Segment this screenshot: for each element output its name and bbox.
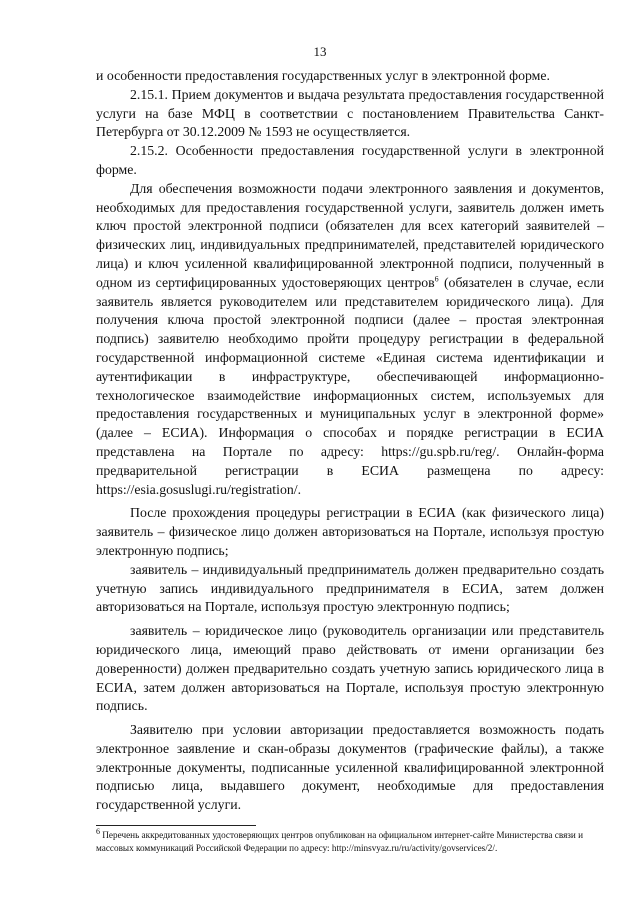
footnote-text bbox=[96, 826, 596, 854]
paragraph-signature-part-2: (обязателен в случае, если заявитель является руководителем или представителем юридического лица). Для получения ключа простой электронной подписи (далее – простая электронная подпись) заявителю необходимо пройти процедуру регистрации в федеральной государственной информационной системе «Единая система идентификации и аутентификации в инфраструктуре, обеспечивающей информационно-технологическое взаимодействие информационных систем, используемых для предоставления государственных и муниципальных услуг в электронной форме» (далее – ЕСИА). Информация о способах и порядке регистрации в ЕСИА представлена на Портале по адресу: https://gu.spb.ru/reg/. Онлайн-форма предварительной регистрации в ЕСИА размещена по адресу: https://esia.gosuslugi.ru/registration/. bbox=[96, 274, 605, 497]
footnote-divider bbox=[96, 825, 256, 826]
paragraph-2-15-2: 2.15.2. Особенности предоставления государственной услуги в электронной форме. bbox=[96, 143, 604, 177]
footnote-body: Перечень аккредитованных удостоверяющих центров опубликован на официальном интернет-сайте Министерства связи и массовых коммуникаций Российской Федерации по адресу: http://minsvyaz.ru/ru/activity/govservices/2/. bbox=[96, 830, 584, 853]
page-number: 13 bbox=[313, 44, 327, 59]
body-text bbox=[96, 67, 604, 815]
paragraph-2-15-1: 2.15.1. Прием документов и выдача результата предоставления государственной услуги на базе МФЦ в соответствии с постановлением Правительства Санкт-Петербурга от 30.12.2009 № 1593 не осуществляется. bbox=[96, 86, 604, 140]
footnote bbox=[96, 826, 596, 854]
paragraph-signature-part-1: Для обеспечения возможности подачи электронного заявления и документов, необходимых для предоставления государственной услуги, заявитель должен иметь ключ простой электронной подписи (обязателен для всех категорий заявителей – физических лиц, индивидуальных предпринимателей, представителей юридического лица) и ключ усиленной квалифицированной электронной подписи, полученный в одном из сертифицированных удостоверяющих центров bbox=[96, 180, 604, 290]
paragraph-legal-entity: заявитель – юридическое лицо (руководитель организации или представитель юридического лица, имеющий право действовать от имени организации без доверенности) должен предварительно создать учетную запись юридического лица в ЕСИА, затем должен авторизоваться на Портале, используя простую электронную подпись. bbox=[96, 623, 604, 714]
paragraph-continuation: и особенности предоставления государственных услуг в электронной форме. bbox=[96, 68, 550, 83]
paragraph-authorization: Заявителю при условии авторизации предоставляется возможность подать электронное заявление и скан-образы документов (графические файлы), а также электронные документы, подписанные усиленной квалифицированной электронной подписью лица, выдавшего документ, необходимые для предоставления государственной услуги. bbox=[96, 722, 604, 813]
paragraph-signature-requirements bbox=[96, 180, 604, 500]
paragraph-entrepreneur: заявитель – индивидуальный предприниматель должен предварительно создать учетную запись индивидуального предпринимателя в ЕСИА, затем должен авторизоваться на Портале, используя простую электронную подпись; bbox=[96, 561, 604, 615]
footnote-reference: 6 bbox=[434, 274, 439, 284]
paragraph-individual: После прохождения процедуры регистрации в ЕСИА (как физического лица) заявитель – физическое лицо должен авторизоваться на Портале, используя простую электронную подпись; bbox=[96, 505, 604, 558]
footnote-marker: 6 bbox=[96, 826, 100, 836]
